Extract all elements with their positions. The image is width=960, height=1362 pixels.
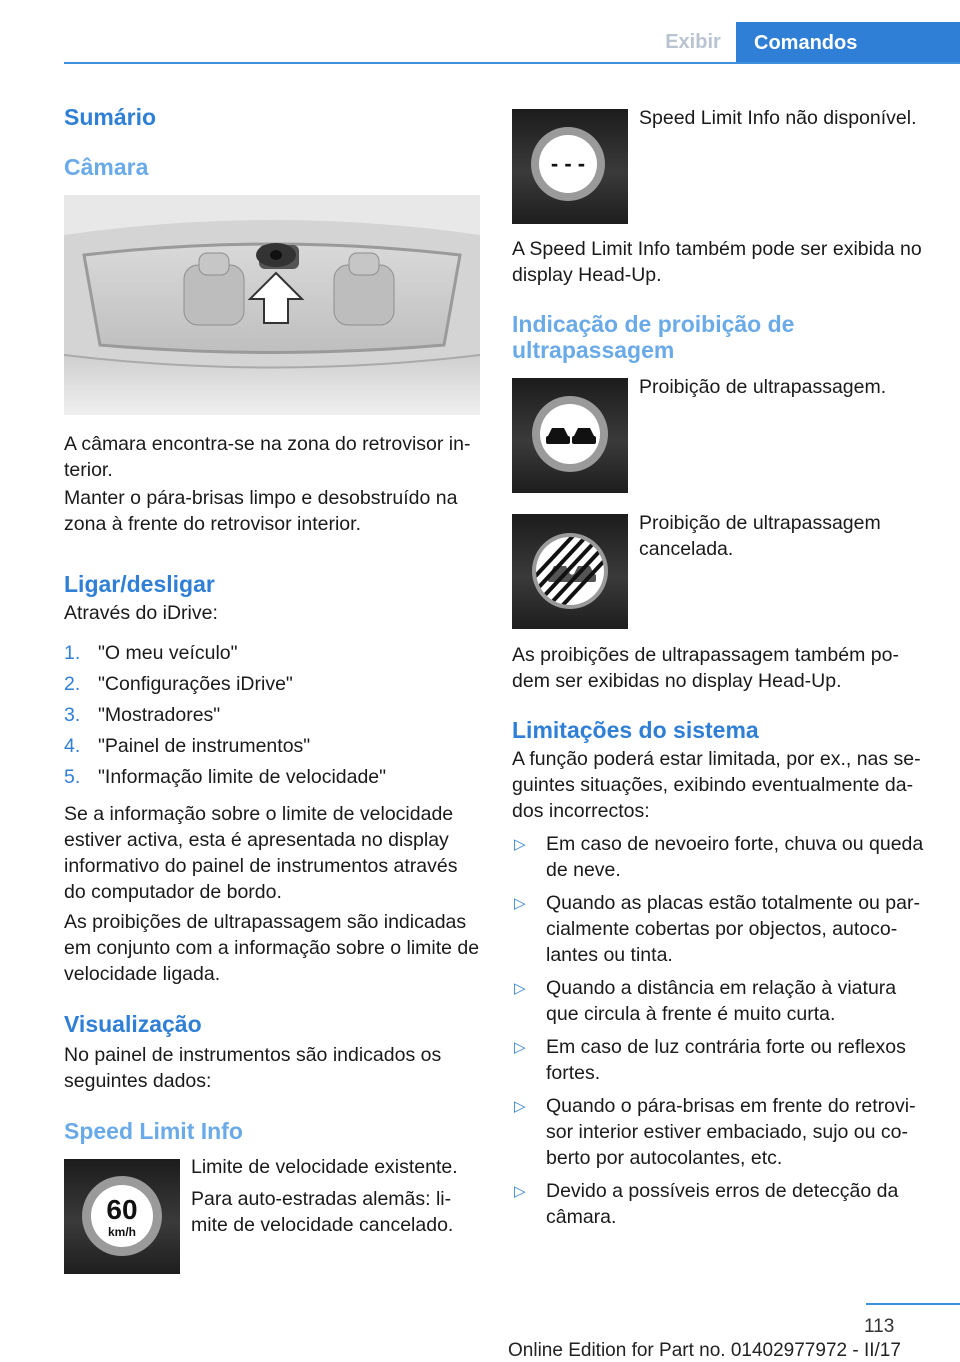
list-item: ▷ Quando o pára-brisas em frente do retrovi- sor interior estiver embaciado, sujo ou co- berto por autocolantes, etc. — [514, 1095, 916, 1169]
onoff-title: Ligar/desligar — [64, 571, 215, 597]
footer-rule — [866, 1303, 960, 1305]
rear-window-camera-icon — [64, 195, 480, 415]
onoff-text-overtaking: As proibições de ultrapassagem são indicadas em conjunto com a informação sobre o limite de velocidade ligada. — [64, 911, 480, 985]
speed-limit-unavailable-sign — [512, 109, 628, 224]
speed-limit-text-1: Limite de velocidade existente. — [191, 1156, 458, 1178]
list-item: ▷ Quando as placas estão totalmente ou par- cialmente cobertas por objectos, autoco- lantes ou tinta. — [514, 892, 920, 966]
list-item: ▷ Em caso de luz contrária forte ou reflexos fortes. — [514, 1036, 906, 1084]
bullet-icon: ▷ — [514, 895, 526, 912]
no-overtaking-icon — [512, 378, 628, 493]
speed-limit-text-2: Para auto-estradas alemãs: li- mite de velocidade cancelado. — [191, 1188, 454, 1236]
header-rule — [64, 62, 960, 64]
list-item: 2. "Configurações iDrive" — [64, 673, 293, 695]
list-item: ▷ Devido a possíveis erros de detecção da câmara. — [514, 1180, 899, 1228]
bullet-icon: ▷ — [514, 980, 526, 997]
page-number: 113 — [864, 1316, 895, 1337]
speed-limit-60-sign — [64, 1159, 180, 1274]
bullet-icon: ▷ — [514, 836, 526, 853]
sign-60-unit: km/h — [107, 1225, 137, 1239]
onoff-intro: Através do iDrive: — [64, 602, 218, 624]
edition-footer: Online Edition for Part no. 01402977972 - II/17 — [508, 1340, 901, 1361]
bullet-icon: ▷ — [514, 1183, 526, 1200]
limits-title: Limitações do sistema — [512, 717, 759, 743]
list-item: 5. "Informação limite de velocidade" — [64, 766, 387, 788]
overtaking-text: Proibição de ultrapassagem. — [639, 376, 887, 398]
bullet-icon: ▷ — [514, 1039, 526, 1056]
not-available-text: Speed Limit Info não disponível. — [639, 107, 917, 129]
limits-list — [512, 831, 932, 1230]
speed-limit-60-icon — [64, 1159, 180, 1274]
section-title: Sumário — [64, 104, 157, 130]
list-item: 3. "Mostradores" — [64, 704, 221, 726]
limits-intro: A função poderá estar limitada, por ex., nas se- guintes situações, exibindo eventualmente da- dos incorrectos: — [512, 748, 921, 822]
display-text: No painel de instrumentos são indicados os seguintes dados: — [64, 1044, 442, 1092]
idrive-steps — [64, 638, 386, 793]
sign-60-value: 60 — [106, 1194, 138, 1225]
overtaking-hud-text: As proibições de ultrapassagem também po- dem ser exibidas no display Head-Up. — [512, 644, 899, 692]
speed-limit-title: Speed Limit Info — [64, 1118, 243, 1144]
list-item: ▷ Quando a distância em relação à viatura que circula à frente é muito curta. — [514, 977, 897, 1025]
camera-title: Câmara — [64, 154, 149, 180]
no-overtaking-cancelled-icon — [512, 514, 628, 629]
bullet-icon: ▷ — [514, 1098, 526, 1115]
overtaking-cancel-text: Proibição de ultrapassagem cancelada. — [639, 512, 881, 560]
no-overtaking-cancelled-sign — [512, 514, 628, 629]
display-title: Visualização — [64, 1011, 202, 1037]
onoff-text-display: Se a informação sobre o limite de velocidade estiver activa, esta é apresentada no display informativo do painel de instrumentos através do computador de bordo. — [64, 803, 458, 903]
list-item: 1. "O meu veículo" — [64, 642, 238, 664]
hud-text: A Speed Limit Info também pode ser exibida no display Head-Up. — [512, 238, 922, 286]
list-item: ▷ Em caso de nevoeiro forte, chuva ou queda de neve. — [514, 833, 924, 881]
speed-limit-unavailable-icon — [512, 109, 628, 224]
camera-location-text: A câmara encontra-se na zona do retrovisor in- terior. — [64, 433, 471, 481]
overtaking-title: Indicação de proibição de ultrapassagem — [512, 311, 795, 363]
tab-exibir[interactable]: Exibir — [665, 30, 721, 53]
camera-clean-text: Manter o pára-brisas limpo e desobstruído na zona à frente do retrovisor interior. — [64, 487, 458, 535]
list-item: 4. "Painel de instrumentos" — [64, 735, 311, 757]
camera-illustration — [64, 195, 480, 415]
tab-comandos[interactable]: Comandos — [736, 22, 960, 64]
sign-dashes: - - - — [550, 151, 586, 176]
no-overtaking-sign — [512, 378, 628, 493]
